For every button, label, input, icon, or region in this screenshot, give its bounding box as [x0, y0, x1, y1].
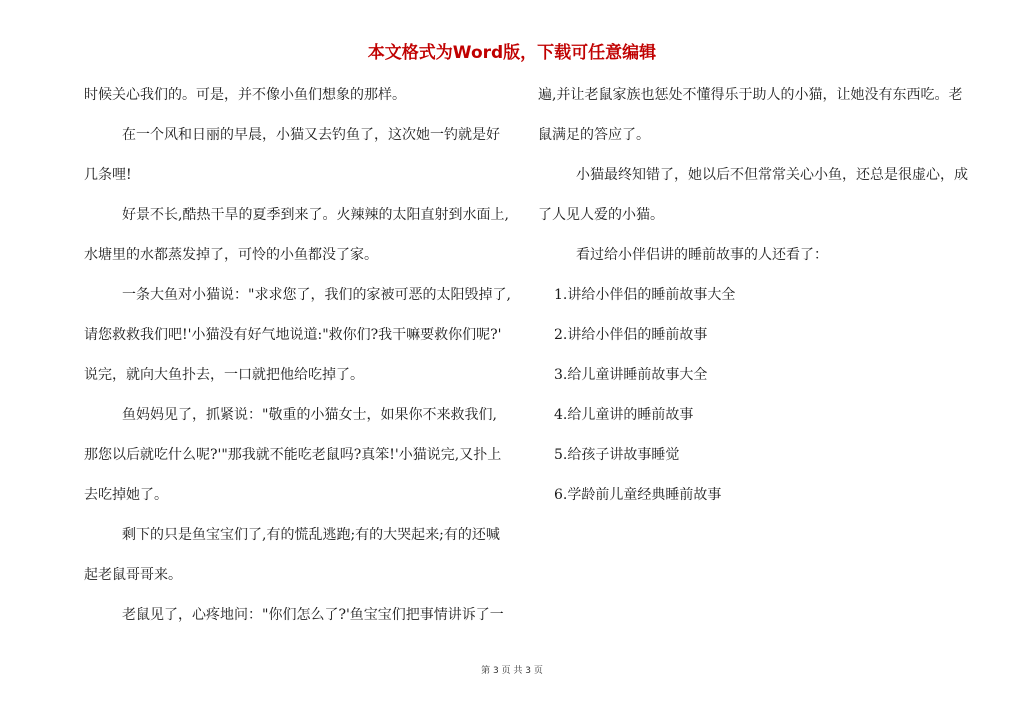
- paragraph-line: 水塘里的水都蒸发掉了，可怜的小鱼都没了家。: [84, 247, 378, 263]
- page-number: 第 3 页 共 3 页: [481, 666, 543, 676]
- paragraph-line: 时候关心我们的。可是，并不像小鱼们想象的那样。: [84, 87, 406, 103]
- document-header: 本文格式为Word版，下载可任意编辑: [367, 43, 657, 63]
- paragraph-line: 那您以后就吃什么呢?'"那我就不能吃老鼠吗?真笨!'小猫说完,又扑上: [84, 447, 502, 463]
- paragraph-line: 一条大鱼对小猫说："求求您了，我们的家被可恶的太阳毁掉了,: [122, 287, 511, 303]
- paragraph-line: 起老鼠哥哥来。: [84, 567, 182, 583]
- related-link[interactable]: 3.给儿童讲睡前故事大全: [554, 367, 708, 383]
- related-link[interactable]: 5.给孩子讲故事睡觉: [554, 447, 680, 463]
- related-link[interactable]: 1.讲给小伴侣的睡前故事大全: [554, 287, 736, 303]
- paragraph-line: 了人见人爱的小猫。: [538, 207, 664, 223]
- paragraph-line: 几条哩!: [84, 167, 132, 183]
- paragraph-line: 请您救救我们吧!'小猫没有好气地说道:"救你们?我干嘛要救你们呢?': [84, 327, 502, 343]
- related-link[interactable]: 4.给儿童讲的睡前故事: [554, 407, 694, 423]
- related-heading: 看过给小伴侣讲的睡前故事的人还看了：: [576, 247, 828, 263]
- paragraph-line: 遍,并让老鼠家族也惩处不懂得乐于助人的小猫，让她没有东西吃。老: [538, 87, 963, 103]
- paragraph-line: 在一个风和日丽的早晨，小猫又去钓鱼了，这次她一钓就是好: [122, 127, 500, 143]
- paragraph-line: 剩下的只是鱼宝宝们了,有的慌乱逃跑;有的大哭起来;有的还喊: [122, 527, 500, 543]
- paragraph-line: 老鼠见了，心疼地问："你们怎么了?'鱼宝宝们把事情讲诉了一: [122, 607, 504, 623]
- paragraph-line: 鼠满足的答应了。: [538, 127, 650, 143]
- related-link[interactable]: 2.讲给小伴侣的睡前故事: [554, 327, 708, 343]
- paragraph-line: 小猫最终知错了，她以后不但常常关心小鱼，还总是很虚心，成: [576, 167, 968, 183]
- related-link[interactable]: 6.学龄前儿童经典睡前故事: [554, 487, 722, 503]
- paragraph-line: 好景不长,酷热干旱的夏季到来了。火辣辣的太阳直射到水面上,: [122, 207, 509, 223]
- paragraph-line: 说完，就向大鱼扑去，一口就把他给吃掉了。: [84, 367, 364, 383]
- paragraph-line: 去吃掉她了。: [84, 487, 168, 503]
- paragraph-line: 鱼妈妈见了，抓紧说："敬重的小猫女士，如果你不来救我们,: [122, 407, 497, 423]
